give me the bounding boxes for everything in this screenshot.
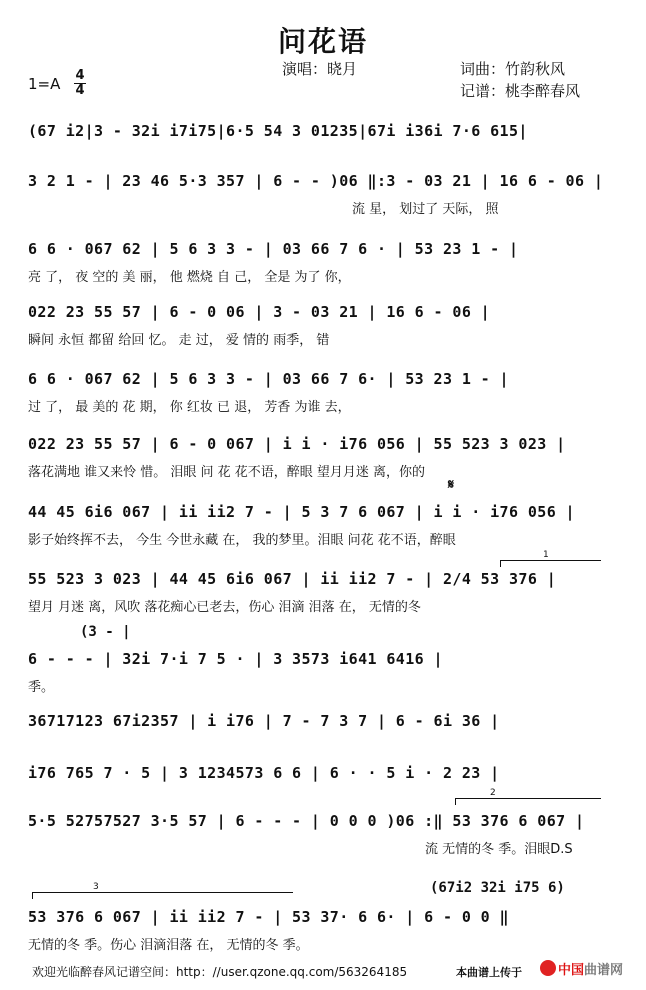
singer-credit: 演唱：晓月 (282, 60, 358, 78)
transcriber-credit: 记谱：桃李醉春风 (460, 82, 581, 100)
logo-sub-text: 曲谱网 (584, 963, 624, 978)
lyrics-line: 亮 了， 夜 空的 美 丽， 他 燃烧 自 己， 全是 为了 你， (28, 270, 351, 285)
segno-sign: 𝄋 (448, 477, 455, 493)
lyrics-line: 影子始终挥不去， 今生 今世永藏 在， 我的梦里。泪眼 问花 花不语，醉眼 (28, 533, 456, 548)
footer-link-text: 欢迎光临醉春风记谱空间：http：//user.qzone.qq.com/563264185 (32, 965, 408, 979)
lyrics-composer-credit: 词曲：竹韵秋风 (460, 60, 566, 78)
logo-icon (540, 960, 556, 976)
triplet-number: 3 (93, 882, 99, 892)
lyrics-line: 望月 月迷 离，风吹 落花痴心已老去，伤心 泪滴 泪落 在， 无情的冬 (28, 600, 421, 615)
lyrics-line: 过 了， 最 美的 花 期， 你 红妆 已 退， 芳香 为谁 去， (28, 400, 351, 415)
time-signature (74, 70, 86, 97)
song-title: 问花语 (277, 25, 368, 58)
notation-line: 6 6 · 067 62 | 5 6 3 3 - | 03 66 7 6· | 53 23 1 - | (28, 370, 509, 388)
notation-line: 6 6 · 067 62 | 5 6 3 3 - | 03 66 7 6 · | 53 23 1 - | (28, 240, 519, 258)
lyrics-line: 落花满地 谁又来怜 惜。 泪眼 问 花 花不语，醉眼 望月月迷 离，你的 (28, 465, 426, 480)
notation-line: 55 523 3 023 | 44 45 6i6 067 | ii ii2 7 - | 2/4 53 376 | (28, 570, 557, 588)
volta-number: 1 (543, 550, 549, 560)
notation-line: 5·5 52757527 3·5 57 | 6 - - - | 0 0 0 )06 :‖ 53 376 6 067 | (28, 812, 585, 830)
volta-bracket-2 (455, 788, 601, 805)
logo-main-text: 中国 (558, 963, 585, 978)
notation-line: 3 2 1 - | 23 46 5·3 357 | 6 - - )06 ‖:3 - 03 21 | 16 6 - 06 | (28, 172, 604, 190)
notation-line: 022 23 55 57 | 6 - 0 06 | 3 - 03 21 | 16 6 - 06 | (28, 303, 491, 321)
notation-line: 36717123 67i2357 | i i76 | 7 - 7 3 7 | 6 - 6i 36 | (28, 712, 500, 730)
footer-upload-text: 本曲谱上传于 (456, 966, 522, 979)
notation-line: i76 765 7 · 5 | 3 1234573 6 6 | 6 · · 5 i · 2 23 | (28, 764, 500, 782)
lyrics-line: 瞬间 永恒 都留 给回 忆。 走 过， 爱 情的 雨季， 错 (28, 333, 330, 348)
notation-line: 53 376 6 067 | ii ii2 7 - | 53 37· 6 6· | 6 - 0 0 ‖ (28, 908, 509, 926)
site-logo (540, 958, 634, 980)
notation-line: 6 - - - | 32i 7·i 7 5 · | 3 3573 i641 6416 | (28, 650, 443, 668)
volta-bracket-1 (500, 550, 601, 567)
tag-intro-mark: (67i2 32i i75 6) (430, 880, 565, 896)
coda-intro-mark: (3 - | (80, 624, 131, 640)
lyrics-line: 季。 (28, 680, 55, 695)
volta-number: 2 (490, 788, 496, 798)
lyrics-line: 无情的冬 季。伤心 泪滴泪落 在， 无情的冬 季。 (28, 938, 309, 953)
lyrics-line: 流 无情的冬 季。泪眼D.S (425, 842, 573, 857)
key-signature: 1=A (28, 75, 61, 93)
notation-line: 44 45 6i6 067 | ii ii2 7 - | 5 3 7 6 067 | i i · i76 056 | (28, 503, 575, 521)
notation-line: 022 23 55 57 | 6 - 0 067 | i i · i76 056 | 55 523 3 023 | (28, 435, 566, 453)
time-signature-numerator: 4 (75, 68, 85, 83)
lyrics-line: 流 星， 划过了 天际， 照 (352, 202, 499, 217)
triplet-bracket (32, 882, 293, 899)
notation-line: (67 i2|3 - 32i i7i75|6·5 54 3 01235|67i i36i 7·6 615| (28, 122, 528, 140)
time-signature-denominator: 4 (75, 83, 85, 98)
